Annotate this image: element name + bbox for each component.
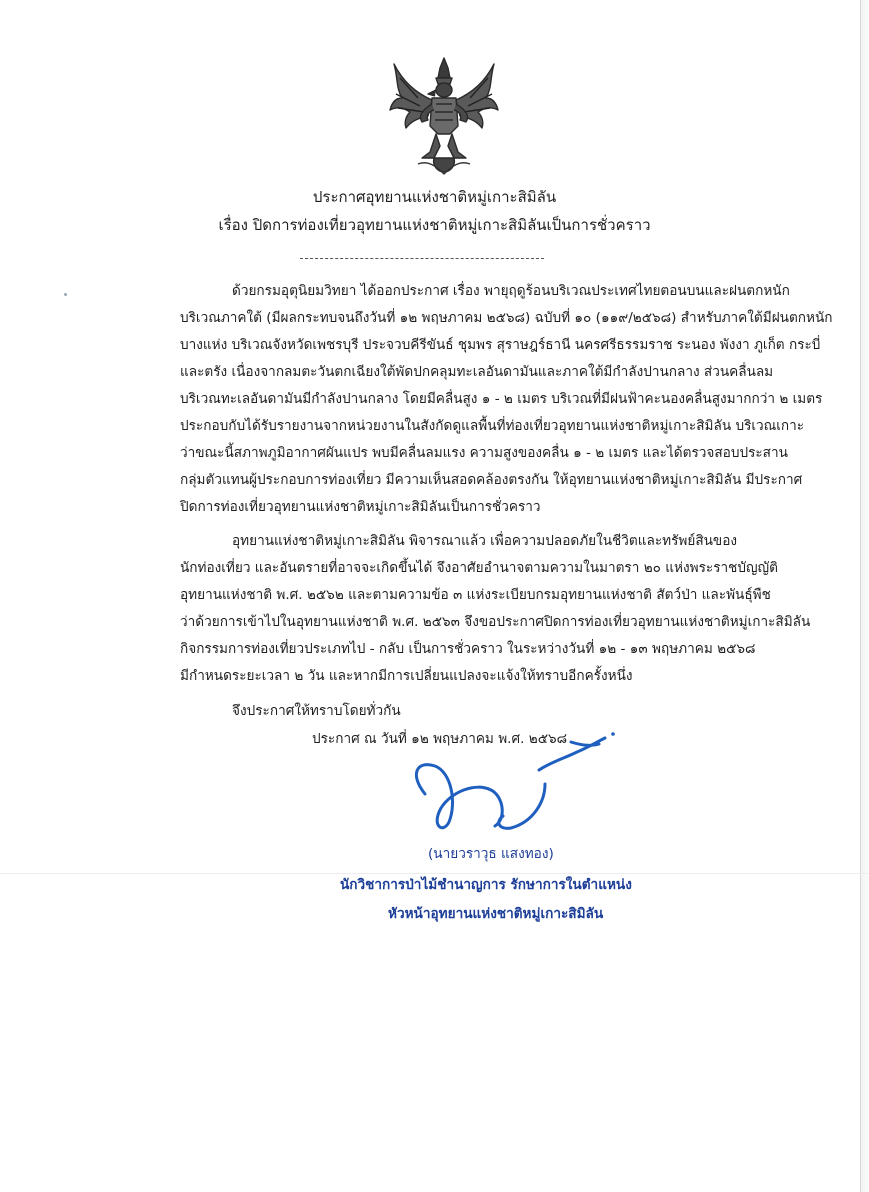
title-divider <box>300 258 544 259</box>
paper-fold <box>0 873 869 874</box>
paragraph1-line: กลุ่มตัวแทนผู้ประกอบการท่องเที่ยว มีความเห็นสอดคล้องตรงกัน ให้อุทยานแห่งชาติหมู่เกาะสิมิลัน มีประกาศ <box>180 472 803 488</box>
paragraph2-line: นักท่องเที่ยว และอันตรายที่อาจจะเกิดขึ้นได้ จึงอาศัยอำนาจตามความในมาตรา ๒๐ แห่งพระราชบัญญัติ <box>180 560 778 576</box>
paragraph1-line: ว่าขณะนี้สภาพภูมิอากาศผันแปร พบมีคลื่นลมแรง ความสูงของคลื่น ๑ - ๒ เมตร และได้ตรวจสอบประสาน <box>180 445 788 461</box>
page-edge <box>860 0 861 1192</box>
paragraph1-line: บริเวณทะเลอันดามันมีกำลังปานกลาง โดยมีคลื่นสูง ๑ - ๒ เมตร บริเวณที่มีฝนฟ้าคะนองคลื่นสูงมากกว่า ๒ เมตร <box>180 391 823 407</box>
announcement-title: ประกาศอุทยานแห่งชาติหมู่เกาะสิมิลัน <box>312 188 557 206</box>
announcement-subject: เรื่อง ปิดการท่องเที่ยวอุทยานแห่งชาติหมู่เกาะสิมิลันเป็นการชั่วคราว <box>218 216 651 234</box>
paragraph1-line: บางแห่ง บริเวณจังหวัดเพชรบุรี ประจวบคีรีขันธ์ ชุมพร สุราษฎร์ธานี นครศรีธรรมราช ระนอง พังงา ภูเก็ต กระบี่ <box>180 337 821 353</box>
paragraph2-line: ว่าด้วยการเข้าไปในอุทยานแห่งชาติ พ.ศ. ๒๕๖๓ จึงขอประกาศปิดการท่องเที่ยวอุทยานแห่งชาติหมู่เกาะสิมิลัน <box>180 614 811 630</box>
paragraph1-line: ปิดการท่องเที่ยวอุทยานแห่งชาติหมู่เกาะสิมิลันเป็นการชั่วคราว <box>180 499 541 515</box>
signatory-position: นักวิชาการป่าไม้ชำนาญการ รักษาการในตำแหน่ง <box>340 877 632 893</box>
speck <box>64 293 67 296</box>
paragraph1-line: ด้วยกรมอุตุนิยมวิทยา ได้ออกประกาศ เรื่อง พายุฤดูร้อนบริเวณประเทศไทยตอนบนและฝนตกหนัก <box>232 283 790 299</box>
signatory-office: หัวหน้าอุทยานแห่งชาติหมู่เกาะสิมิลัน <box>388 906 604 922</box>
paragraph1-line: และตรัง เนื่องจากลมตะวันตกเฉียงใต้พัดปกคลุมทะเลอันดามันและภาคใต้มีกำลังปานกลาง ส่วนคลื่นลม <box>180 364 774 380</box>
garuda-emblem <box>388 54 500 176</box>
paragraph1-line: ประกอบกับได้รับรายงานจากหน่วยงานในสังกัดดูแลพื้นที่ท่องเที่ยวอุทยานแห่งชาติหมู่เกาะสิมิลัน บริเวณเกาะ <box>180 418 805 434</box>
paragraph1-line: บริเวณภาคใต้ (มีผลกระทบจนถึงวันที่ ๑๒ พฤษภาคม ๒๕๖๘) ฉบับที่ ๑๐ (๑๑๙/๒๕๖๘) สำหรับภาคใต้มีฝนตกหนัก <box>180 310 833 326</box>
paragraph2-line: อุทยานแห่งชาติ พ.ศ. ๒๕๖๒ และตามความข้อ ๓ แห่งระเบียบกรมอุทยานแห่งชาติ สัตว์ป่า และพันธุ์พืช <box>180 587 771 603</box>
announcement-date: ประกาศ ณ วันที่ ๑๒ พฤษภาคม พ.ศ. ๒๕๖๘ <box>312 731 568 747</box>
paragraph2-line: อุทยานแห่งชาติหมู่เกาะสิมิลัน พิจารณาแล้ว เพื่อความปลอดภัยในชีวิตและทรัพย์สินของ <box>232 533 737 549</box>
handwritten-signature <box>395 722 625 846</box>
page-shadow <box>861 0 869 1192</box>
paragraph2-line: กิจกรรมการท่องเที่ยวประเภทไป - กลับ เป็นการชั่วคราว ในระหว่างวันที่ ๑๒ - ๑๓ พฤษภาคม ๒๕๖๘ <box>180 641 756 657</box>
paragraph2-line: มีกำหนดระยะเวลา ๒ วัน และหากมีการเปลี่ยนแปลงจะแจ้งให้ทราบอีกครั้งหนึ่ง <box>180 668 633 684</box>
closing-statement: จึงประกาศให้ทราบโดยทั่วกัน <box>232 703 401 719</box>
signatory-name: (นายวราวุธ แสงทอง) <box>428 846 554 862</box>
